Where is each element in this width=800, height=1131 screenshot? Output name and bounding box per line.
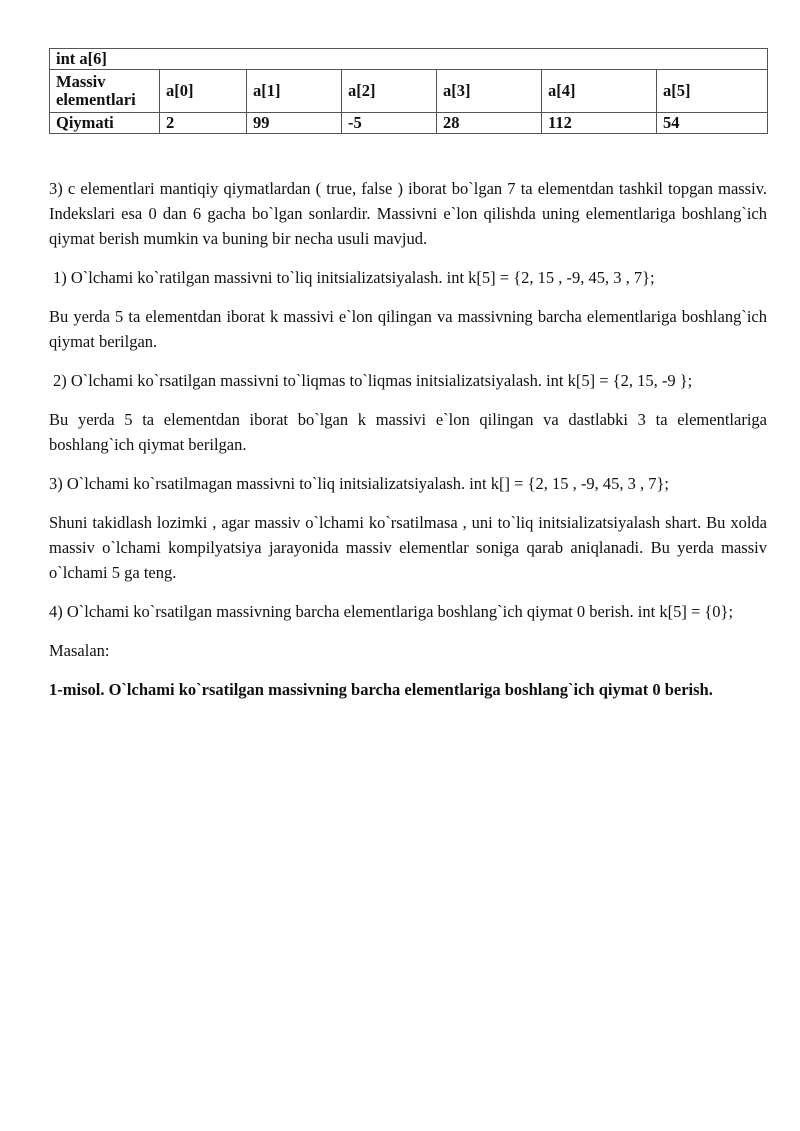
table-title-row bbox=[50, 49, 768, 70]
array-table bbox=[49, 48, 768, 134]
table-value-cell: Qiymati bbox=[50, 113, 160, 134]
table-header-cell: a[3] bbox=[437, 70, 542, 113]
table-values-row bbox=[50, 113, 768, 134]
paragraph-method-3: 3) O`lchami ko`rsatilmagan massivni to`liq initsializatsiyalash. int k[] = {2, 15 , -9, 45, 3 , 7}; bbox=[49, 474, 669, 493]
table-value-cell: 112 bbox=[542, 113, 657, 134]
table-value-cell: 54 bbox=[657, 113, 768, 134]
table-header-row bbox=[50, 70, 768, 113]
table-value-cell: 28 bbox=[437, 113, 542, 134]
table-value-cell: 2 bbox=[160, 113, 247, 134]
table-title: int a[6] bbox=[50, 49, 768, 70]
table-header-cell: a[5] bbox=[657, 70, 768, 113]
paragraph-method-1: 1) O`lchami ko`ratilgan massivni to`liq initsializatsiyalash. int k[5] = {2, 15 , -9, 45, 3 , 7}; bbox=[53, 268, 655, 287]
paragraph-method-1-explain: Bu yerda 5 ta elementdan iborat k massivi e`lon qilingan va massivning barcha elementlariga boshlang`ich qiymat berilgan. bbox=[49, 307, 767, 351]
table-value-cell: -5 bbox=[342, 113, 437, 134]
paragraph-example-label: Masalan: bbox=[49, 641, 110, 660]
paragraph-method-2: 2) O`lchami ko`rsatilgan massivni to`liqmas to`liqmas initsializatsiyalash. int k[5] = {2, 15, -9 }; bbox=[53, 371, 693, 390]
table-header-cell: a[1] bbox=[247, 70, 342, 113]
paragraph-c-elements: 3) c elementlari mantiqiy qiymatlardan ( true, false ) iborat bo`lgan 7 ta elementdan tashkil topgan massiv. Indekslari esa 0 dan 6 gacha bo`lgan sonlardir. Massivni e`lon qilishda uning elementlariga boshlang`ich qiymat berish mumkin va buning bir necha usuli mavjud. bbox=[49, 179, 767, 248]
table-header-cell: a[2] bbox=[342, 70, 437, 113]
body-text bbox=[49, 176, 767, 702]
paragraph-method-3-explain: Shuni takidlash lozimki , agar massiv o`lchami ko`rsatilmasa , uni to`liq initsializatsiyalash shart. Bu xolda massiv o`lchami kompilyatsiya jarayonida massiv elementlar soniga qarab aniqlanadi. Bu yerda massiv o`lchami 5 ga teng. bbox=[49, 513, 767, 582]
document-page bbox=[49, 48, 767, 716]
table-value-cell: 99 bbox=[247, 113, 342, 134]
table-header-cell: a[4] bbox=[542, 70, 657, 113]
paragraph-method-2-explain: Bu yerda 5 ta elementdan iborat bo`lgan k massivi e`lon qilingan va dastlabki 3 ta elementlariga boshlang`ich qiymat berilgan. bbox=[49, 410, 767, 454]
table-header-cell: Massiv elementlari bbox=[50, 70, 160, 113]
table-header-cell: a[0] bbox=[160, 70, 247, 113]
example-heading: 1-misol. O`lchami ko`rsatilgan massivning barcha elementlariga boshlang`ich qiymat 0 berish. bbox=[49, 680, 713, 699]
paragraph-method-4: 4) O`lchami ko`rsatilgan massivning barcha elementlariga boshlang`ich qiymat 0 berish. int k[5] = {0}; bbox=[49, 602, 734, 621]
